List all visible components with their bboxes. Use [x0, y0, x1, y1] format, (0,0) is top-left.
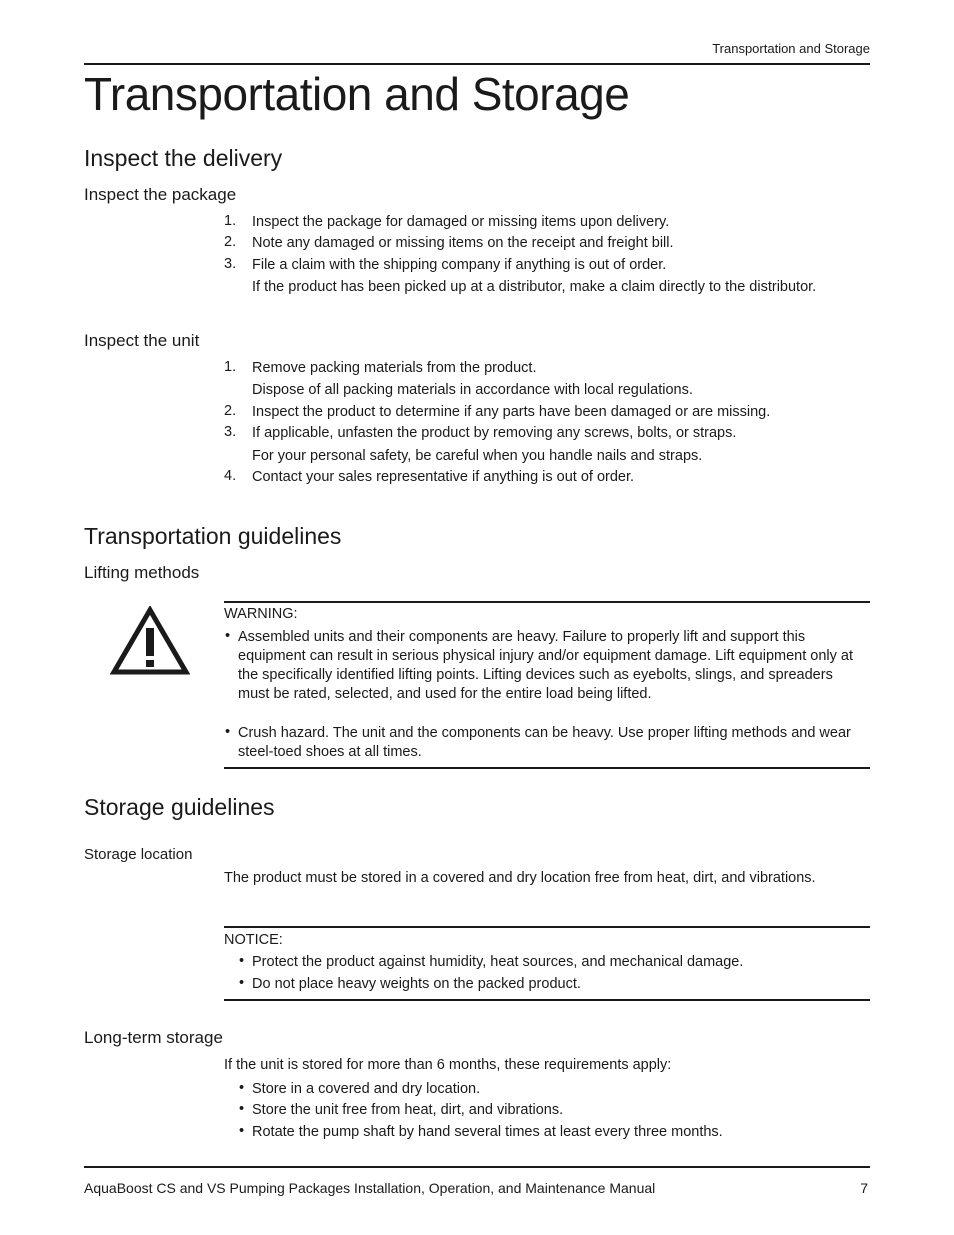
long-term-intro: If the unit is stored for more than 6 months, these requirements apply:	[224, 1057, 672, 1073]
section-heading-inspect-delivery: Inspect the delivery	[84, 145, 283, 171]
step-text: Inspect the product to determine if any parts have been damaged or are missing.	[252, 404, 771, 420]
step-number: 1.	[224, 359, 237, 375]
warning-top-rule	[224, 601, 870, 603]
step-number: 3.	[224, 424, 237, 440]
step-text: File a claim with the shipping company if anything is out of order.	[252, 257, 667, 273]
bullet-icon: •	[225, 628, 231, 644]
notice-bottom-rule	[224, 999, 870, 1001]
subheading-inspect-package: Inspect the package	[84, 185, 237, 204]
warning-item: Assembled units and their components are heavy. Failure to properly lift and support this equipment can result in serious physical injury and/or equipment damage. Lift equipment only at the specifically identified lifting points. Lifting devices such as eyebolts, slings, and spreaders must be rated, selected, and used for the entire load being lifted.	[238, 629, 853, 702]
long-term-item: Store in a covered and dry location.	[252, 1081, 481, 1097]
step-note: For your personal safety, be careful when you handle nails and straps.	[252, 448, 703, 464]
footer-manual-title: AquaBoost CS and VS Pumping Packages Installation, Operation, and Maintenance Manual	[84, 1180, 656, 1196]
notice-top-rule	[224, 926, 870, 928]
warning-item: Crush hazard. The unit and the components can be heavy. Use proper lifting methods and wear steel-toed shoes at all times.	[238, 725, 851, 760]
long-term-item: Rotate the pump shaft by hand several times at least every three months.	[252, 1124, 723, 1140]
step-number: 2.	[224, 234, 237, 250]
bullet-icon: •	[239, 953, 245, 969]
bullet-icon: •	[239, 1123, 245, 1139]
step-text: Note any damaged or missing items on the receipt and freight bill.	[252, 235, 674, 251]
step-number: 4.	[224, 468, 237, 484]
step-text: Contact your sales representative if anything is out of order.	[252, 469, 635, 485]
bullet-icon: •	[239, 1080, 245, 1096]
section-heading-transportation: Transportation guidelines	[84, 523, 342, 549]
storage-location-text: The product must be stored in a covered and dry location free from heat, dirt, and vibrations.	[224, 870, 816, 886]
bullet-icon: •	[239, 1101, 245, 1117]
notice-item: Do not place heavy weights on the packed product.	[252, 976, 581, 992]
step-text: Inspect the package for damaged or missing items upon delivery.	[252, 214, 670, 230]
step-text: Remove packing materials from the product.	[252, 360, 537, 376]
section-heading-storage: Storage guidelines	[84, 794, 275, 820]
bullet-icon: •	[225, 724, 231, 740]
notice-label: NOTICE:	[224, 932, 283, 948]
subheading-storage-location: Storage location	[84, 846, 193, 863]
step-text: If applicable, unfasten the product by removing any screws, bolts, or straps.	[252, 425, 737, 441]
long-term-item: Store the unit free from heat, dirt, and vibrations.	[252, 1102, 564, 1118]
warning-triangle-icon	[110, 606, 190, 676]
step-number: 3.	[224, 256, 237, 272]
header-rule	[84, 63, 870, 65]
footer-rule	[84, 1166, 870, 1168]
subheading-inspect-unit: Inspect the unit	[84, 331, 200, 350]
subheading-long-term-storage: Long-term storage	[84, 1028, 223, 1047]
page-number: 7	[860, 1180, 868, 1196]
warning-label: WARNING:	[224, 606, 298, 622]
step-number: 1.	[224, 213, 237, 229]
running-header: Transportation and Storage	[712, 41, 870, 56]
subheading-lifting-methods: Lifting methods	[84, 563, 200, 582]
step-note: Dispose of all packing materials in accordance with local regulations.	[252, 382, 693, 398]
step-note: If the product has been picked up at a distributor, make a claim directly to the distributor.	[252, 279, 817, 295]
bullet-icon: •	[239, 975, 245, 991]
notice-item: Protect the product against humidity, heat sources, and mechanical damage.	[252, 954, 744, 970]
step-number: 2.	[224, 403, 237, 419]
warning-bottom-rule	[224, 767, 870, 769]
page-title: Transportation and Storage	[84, 68, 630, 120]
